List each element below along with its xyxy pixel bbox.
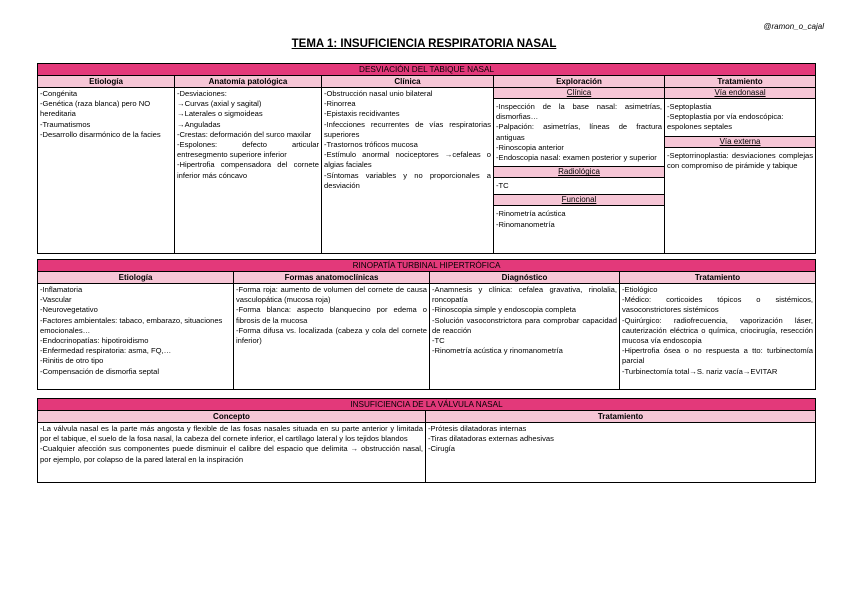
list-item: -Septorrinoplastia: desviaciones complejas con compromiso de pirámide y tabique	[667, 150, 814, 170]
list-item: -Forma blanca: aspecto blanquecino por edema o fibrosis de la mucosa	[236, 305, 427, 325]
list-item: -Etiológico	[622, 285, 658, 294]
tratamiento-cell	[426, 423, 816, 483]
list-item: -Tiras dilatadoras externas adhesivas	[428, 434, 554, 444]
list-item: -Genética (raza blanca) pero NO hereditaria	[40, 99, 151, 119]
list-item: -Desviaciones:	[177, 89, 227, 98]
list-item: -TC	[496, 181, 509, 191]
diagnostico-cell	[430, 284, 620, 390]
list-item: -Espolones: defecto articular entresegmento superiore inferior	[177, 140, 319, 160]
list-item: -Rinorrea	[324, 99, 356, 109]
list-item: -Factores ambientales: tabaco, embarazo, situaciones emocionales…	[40, 315, 223, 335]
list-item: -Rinometría acústica	[496, 209, 566, 219]
list-item: -Epistaxis recidivantes	[324, 109, 400, 119]
list-item: -Endoscopia nasal: examen posterior y superior	[496, 153, 657, 163]
list-item: -Cirugía	[428, 444, 456, 454]
list-item: -Solución vasoconstrictora para comprobar capacidad de reacción	[432, 315, 617, 335]
list-item: -Rinitis de otro tipo	[40, 356, 104, 366]
header-tratamiento: Tratamiento	[665, 76, 816, 88]
list-item: -TC	[432, 336, 445, 346]
list-item: -Palpación: asimetrías, líneas de fractura antiguas	[496, 122, 662, 142]
list-item: -Obstrucción nasal unio bilateral	[324, 89, 433, 98]
list-item: -Septoplastia por vía endoscópica: espolones septales	[667, 112, 784, 132]
concepto-cell	[38, 423, 426, 483]
anatomia-cell	[175, 88, 322, 254]
list-item: -Rinomanometría	[496, 219, 555, 229]
list-item: -La válvula nasal es la parte más angosta y flexible de las fosas nasales situada en su parte anterior y limitada por el tabique, el suelo de la fosa nasal, la cabeza del cornete inferior, el cartílago lateral y los tejidos blandos	[40, 424, 423, 444]
author-handle: @ramon_o_cajal	[763, 22, 824, 31]
list-item: -Médico: corticoides tópicos o sistémicos, vasoconstrictores sistémicos	[622, 295, 814, 315]
list-item: -Endocrinopatías: hipotiroidismo	[40, 336, 149, 346]
subheader-via-externa: Vía externa	[665, 136, 815, 148]
header-etiologia: Etiología	[38, 76, 175, 88]
header-tratamiento: Tratamiento	[620, 272, 816, 284]
list-item: -Rinoscopia anterior	[496, 142, 564, 152]
list-item: -Septoplastia	[667, 102, 712, 111]
subheader-via-endonasal: Vía endonasal	[665, 88, 815, 99]
list-item: -Vascular	[40, 295, 72, 305]
list-item: -Crestas: deformación del surco maxilar	[177, 129, 312, 139]
header-anatomia: Anatomía patológica	[175, 76, 322, 88]
list-item: -Trastornos tróficos mucosa	[324, 140, 418, 150]
list-item: -Traumatismos	[40, 119, 91, 129]
header-formas: Formas anatomoclínicas	[234, 272, 430, 284]
list-item: -Forma difusa vs. localizada (cabeza y cola del cornete inferior)	[236, 325, 427, 346]
list-item: -Turbinectomía total→S. nariz vacía→EVITAR	[622, 366, 778, 376]
list-item: -Anamnesis y clínica: cefalea gravativa, rinolalia, roncopatía	[432, 285, 617, 305]
list-item: -Forma roja: aumento de volumen del cornete de causa vasculopática (mucosa roja)	[236, 285, 427, 305]
page-title: TEMA 1: INSUFICIENCIA RESPIRATORIA NASAL	[291, 38, 557, 50]
list-item: →Laterales o sigmoideas	[177, 109, 263, 119]
clinica-cell	[322, 88, 494, 254]
subheader-radiologica: Radiológica	[494, 166, 664, 178]
valve-table	[37, 398, 816, 483]
list-item: -Compensación de dismorfia septal	[40, 366, 160, 376]
list-item: -Inflamatoria	[40, 285, 83, 294]
header-clinica: Clínica	[322, 76, 494, 88]
section-band-deviation: DESVIACIÓN DEL TABIQUE NASAL	[38, 64, 816, 76]
tratamiento-cell	[620, 284, 816, 390]
subheader-clinica: Clínica	[494, 88, 664, 99]
tratamiento-cell	[665, 88, 816, 254]
list-item: -Desarrollo disarmónico de la facies	[40, 129, 161, 139]
list-item: -Rinometría acústica y rinomanometría	[432, 346, 563, 356]
header-diagnostico: Diagnóstico	[430, 272, 620, 284]
formas-cell	[234, 284, 430, 390]
header-etiologia: Etiología	[38, 272, 234, 284]
deviation-table	[37, 63, 816, 254]
list-item: -Hipertrofia compensadora del cornete inferior más cóncavo	[177, 160, 319, 180]
list-item: →Curvas (axial y sagital)	[177, 99, 262, 109]
section-band-turbinal: RINOPATÍA TURBINAL HIPERTRÓFICA	[38, 260, 816, 272]
subheader-funcional: Funcional	[494, 194, 664, 206]
list-item: -Cualquier afección sus componentes puede disminuir el calibre del espacio que delimita → obstrucción nasal, por ejemplo, por colapso de la pared lateral en la inspiración	[40, 444, 423, 464]
list-item: -Enfermedad respiratoria: asma, FQ,…	[40, 346, 172, 356]
list-item: →Anguladas	[177, 119, 221, 129]
list-item: -Neurovegetativo	[40, 305, 98, 315]
list-item: -Estímulo anormal nociceptores →cefaleas o algias faciales	[324, 150, 491, 170]
header-tratamiento: Tratamiento	[426, 411, 816, 423]
exploracion-cell	[494, 88, 665, 254]
header-concepto: Concepto	[38, 411, 426, 423]
list-item: -Congénita	[40, 89, 78, 98]
list-item: -Infecciones recurrentes de vías respiratorias superiores	[324, 119, 491, 139]
list-item: -Prótesis dilatadoras internas	[428, 424, 527, 433]
etiologia-cell	[38, 284, 234, 390]
section-band-valve: INSUFICIENCIA DE LA VÁLVULA NASAL	[38, 399, 816, 411]
list-item: -Quirúrgico: radiofrecuencia, vaporización láser, cauterización eléctrica o química, criocirugía, resección mucosa vía endoscopia	[622, 315, 814, 346]
list-item: -Inspección de la base nasal: asimetrías, dismorfias…	[496, 102, 662, 122]
turbinal-table	[37, 259, 816, 390]
list-item: -Rinoscopia simple y endoscopia completa	[432, 305, 576, 315]
etiologia-cell	[38, 88, 175, 254]
list-item: -Hipertrofia ósea o no respuesta a tto: turbinectomía parcial	[622, 346, 814, 366]
header-exploracion: Exploración	[494, 76, 665, 88]
list-item: -Síntomas variables y no proporcionales a desviación	[324, 170, 491, 190]
